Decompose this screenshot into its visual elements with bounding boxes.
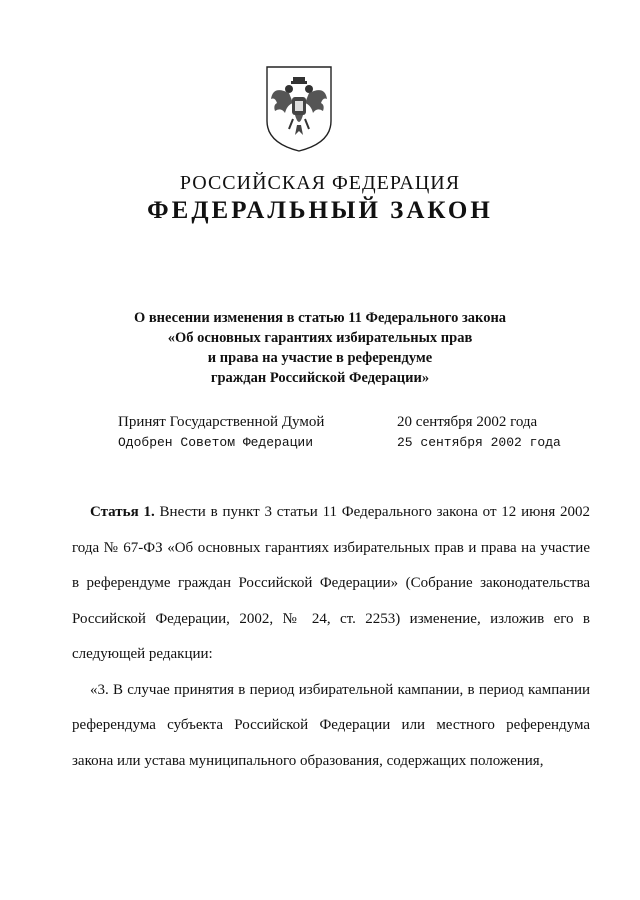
law-title-line: О внесении изменения в статью 11 Федерального закона xyxy=(133,310,507,326)
article-1-paragraph xyxy=(72,495,590,673)
clause-text: «3. В случае принятия в период избирательной кампании, в период кампании референдума субъекта Российской Федерации или местного референдума закона или устава муниципального образования, содержащих положения, xyxy=(72,681,590,769)
law-body xyxy=(72,495,590,779)
law-title-line: «Об основных гарантиях избирательных прав xyxy=(167,330,473,346)
clause-3-paragraph xyxy=(72,673,590,780)
adoption-block xyxy=(118,414,568,456)
coat-of-arms-icon xyxy=(263,63,335,153)
council-approval-row xyxy=(118,435,568,456)
article-heading: Статья 1. xyxy=(90,504,155,520)
law-title xyxy=(80,308,560,388)
duma-label: Принят Государственной Думой xyxy=(118,414,325,430)
document-type: ФЕДЕРАЛЬНЫЙ ЗАКОН xyxy=(147,197,493,224)
law-title-line: и права на участие в референдуме xyxy=(207,350,433,366)
country-name: РОССИЙСКАЯ ФЕДЕРАЦИЯ xyxy=(179,172,461,194)
duma-adoption-row xyxy=(118,414,568,435)
law-title-line: граждан Российской Федерации» xyxy=(210,370,430,386)
duma-date: 20 сентября 2002 года xyxy=(397,414,538,430)
article-text: Внести в пункт 3 статьи 11 Федерального закона от 12 июня 2002 года № 67-ФЗ «Об основных гарантиях избирательных прав и права на участие в референдуме граждан Российской Федерации» (Собрание законодательства Российской Федерации, 2002, № 24, ст. 2253) изменение, изложив его в следующей редакции: xyxy=(72,504,591,662)
council-label: Одобрен Советом Федерации xyxy=(118,435,314,450)
council-date: 25 сентября 2002 года xyxy=(397,435,561,450)
